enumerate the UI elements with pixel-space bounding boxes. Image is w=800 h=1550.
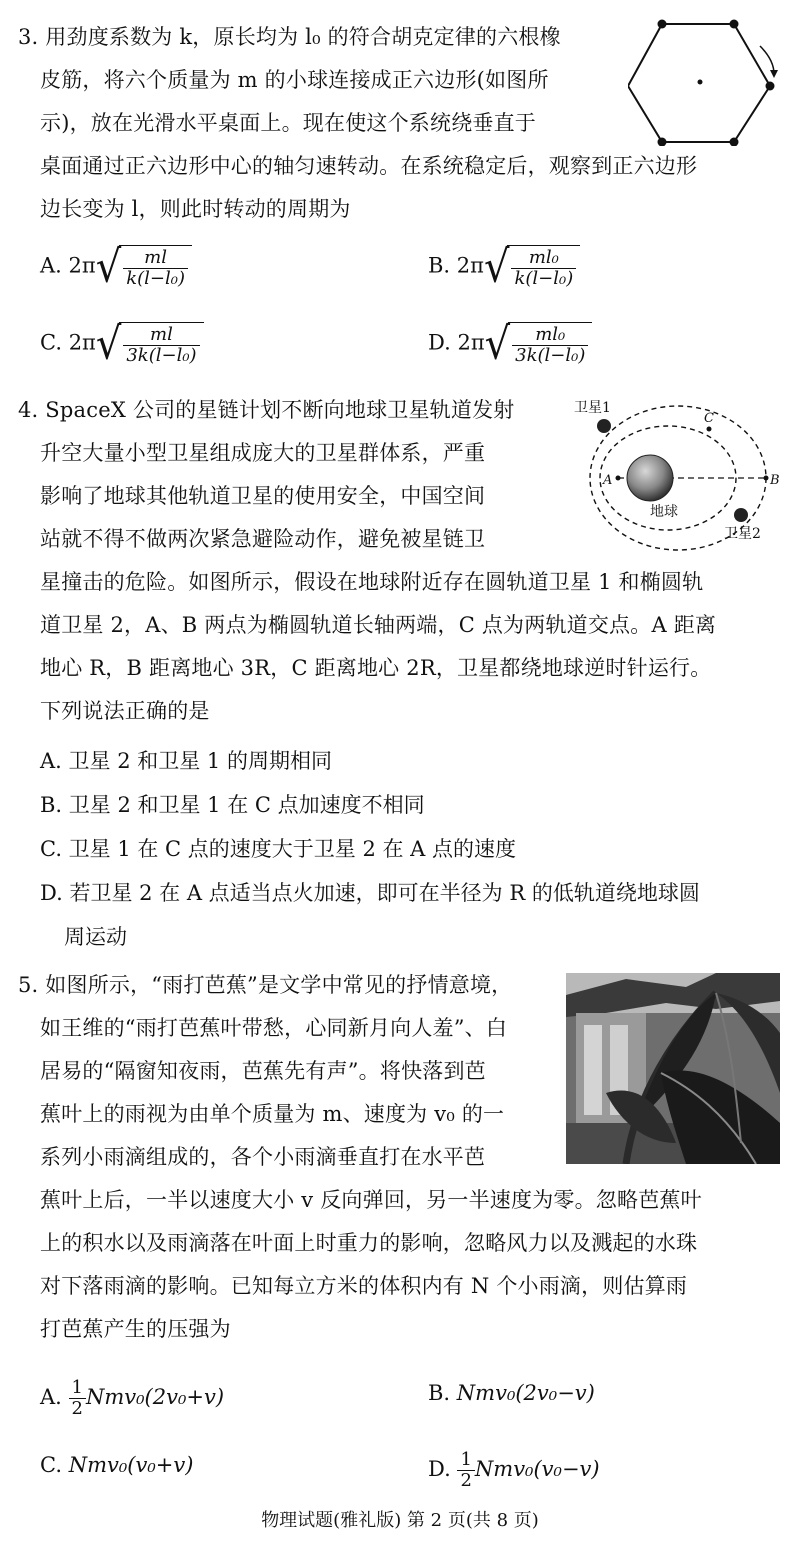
frac-den: k(l−l₀) [514, 268, 574, 289]
q5-line-3: 居易的“隔窗知夜雨，芭蕉先有声”。将快落到芭 [40, 1059, 486, 1083]
sqrt: √ $\frac{ml}{\text{3k(l−l₀)}}$ [96, 322, 204, 366]
q3-line-2: 皮筋，将六个质量为 m 的小球连接成正六边形(如图所 [40, 68, 549, 92]
page-footer: 物理试题(雅礼版) 第 2 页(共 8 页) [261, 1510, 539, 1531]
option-coef: 2π [68, 253, 96, 278]
frac-den: 2 [71, 1398, 83, 1419]
frac-num: ml [123, 325, 199, 346]
label-sat2: 卫星2 [724, 526, 761, 542]
q4-option-d-cont: 周运动 [64, 925, 127, 949]
q4-line-6: 道卫星 2，A、B 两点为椭圆轨道长轴两端，C 点为两轨道交点。A 距离 [40, 613, 717, 637]
q5-option-c [40, 1450, 193, 1480]
frac-den: 3k(l−l₀) [515, 345, 586, 366]
q4-option-d: D. 若卫星 2 在 A 点适当点火加速，即可在半径为 R 的低轨道绕地球圆 [40, 881, 700, 905]
option-label: C. [40, 330, 62, 355]
q5-line-1: 5. 如图所示，“雨打芭蕉”是文学中常见的抒情意境， [18, 973, 513, 997]
q5-line-9: 打芭蕉产生的压强为 [40, 1317, 231, 1341]
option-expr: Nmv₀(v₀+v) [68, 1453, 194, 1477]
option-expr: Nmv₀(v₀−v) [474, 1457, 600, 1481]
label-c: C [704, 411, 714, 426]
q3-line-1: 3. 用劲度系数为 k，原长均为 l₀ 的符合胡克定律的六根橡 [18, 25, 561, 49]
q4-line-7: 地心 R，B 距离地心 3R，C 距离地心 2R，卫星都绕地球逆时针运行。 [40, 656, 712, 680]
q5-option-a [40, 1378, 224, 1419]
option-coef: 2π [457, 330, 485, 355]
frac-den: 3k(l−l₀) [126, 345, 197, 366]
frac-num: 1 [69, 1378, 86, 1399]
option-expr: Nmv₀(2v₀−v) [456, 1381, 595, 1405]
q3-option-d [428, 318, 592, 370]
half-fraction [457, 1450, 474, 1491]
label-sat1: 卫星1 [574, 400, 611, 416]
option-coef: 2π [456, 253, 484, 278]
label-b: B [770, 473, 780, 488]
q3-option-b [428, 241, 580, 293]
q4-line-3: 影响了地球其他轨道卫星的使用安全，中国空间 [40, 484, 486, 508]
q3-option-c [40, 318, 204, 370]
sqrt: √ $\frac{ml}{\text{k(l−l₀)}}$ [96, 245, 192, 289]
q4-option-c: C. 卫星 1 在 C 点的速度大于卫星 2 在 A 点的速度 [40, 837, 517, 861]
frac-num: ml [123, 248, 188, 269]
option-label: C. [40, 1453, 62, 1477]
q3-line-3: 示)，放在光滑水平桌面上。现在使这个系统绕垂直于 [40, 111, 536, 135]
option-label: A. [40, 1385, 62, 1409]
q5-line-4: 蕉叶上的雨视为由单个质量为 m、速度为 v₀ 的一 [40, 1102, 505, 1126]
sqrt: √ $\frac{\text{ml₀}}{\text{3k(l−l₀)}}$ [485, 322, 593, 366]
q5-line-6: 蕉叶上后，一半以速度大小 v 反向弹回，另一半速度为零。忽略芭蕉叶 [40, 1188, 702, 1212]
label-earth: 地球 [650, 504, 678, 520]
q5-option-b [428, 1378, 595, 1408]
option-label: A. [40, 253, 62, 278]
q4-option-b: B. 卫星 2 和卫星 1 在 C 点加速度不相同 [40, 793, 425, 817]
q5-line-5: 系列小雨滴组成的，各个小雨滴垂直打在水平芭 [40, 1145, 486, 1169]
q4-line-5: 星撞击的危险。如图所示，假设在地球附近存在圆轨道卫星 1 和椭圆轨 [40, 570, 704, 594]
q4-line-2: 升空大量小型卫星组成庞大的卫星群体系，严重 [40, 441, 486, 465]
q5-line-2: 如王维的“雨打芭蕉叶带愁，心同新月向人羞”、白 [40, 1016, 508, 1040]
half-fraction [69, 1378, 86, 1419]
q5-line-8: 对下落雨滴的影响。已知每立方米的体积内有 N 个小雨滴，则估算雨 [40, 1274, 688, 1298]
orbit-figure [570, 392, 785, 552]
frac-num: ml₀ [512, 325, 588, 346]
q4-option-a: A. 卫星 2 和卫星 1 的周期相同 [40, 749, 332, 773]
hexagon-figure [628, 16, 780, 146]
frac-num: 1 [457, 1450, 474, 1471]
label-a: A [603, 473, 613, 488]
option-label: B. [428, 253, 451, 278]
q3-option-a [40, 241, 192, 293]
frac-den: 2 [460, 1470, 472, 1491]
option-label: B. [428, 1381, 451, 1405]
hexagon-left-ball [624, 82, 634, 92]
q5-line-7: 上的积水以及雨滴落在叶面上时重力的影响，忽略风力以及溅起的水珠 [40, 1231, 698, 1255]
option-coef: 2π [68, 330, 96, 355]
frac-den: k(l−l₀) [126, 268, 185, 289]
banana-leaf-photo [566, 973, 780, 1164]
option-expr: Nmv₀(2v₀+v) [85, 1385, 225, 1409]
q3-line-5: 边长变为 l，则此时转动的周期为 [40, 197, 351, 221]
q3-line-4: 桌面通过正六边形中心的轴匀速转动。在系统稳定后，观察到正六边形 [40, 154, 698, 178]
q5-option-d [428, 1450, 600, 1491]
option-label: D. [428, 1457, 451, 1481]
q4-line-8: 下列说法正确的是 [40, 699, 210, 723]
frac-num: ml₀ [511, 248, 576, 269]
option-label: D. [428, 330, 451, 355]
q4-line-1: 4. SpaceX 公司的星链计划不断向地球卫星轨道发射 [18, 398, 515, 422]
sqrt: √ $\frac{\text{ml₀}}{\text{k(l−l₀)}}$ [484, 245, 580, 289]
q4-line-4: 站就不得不做两次紧急避险动作，避免被星链卫 [40, 527, 486, 551]
